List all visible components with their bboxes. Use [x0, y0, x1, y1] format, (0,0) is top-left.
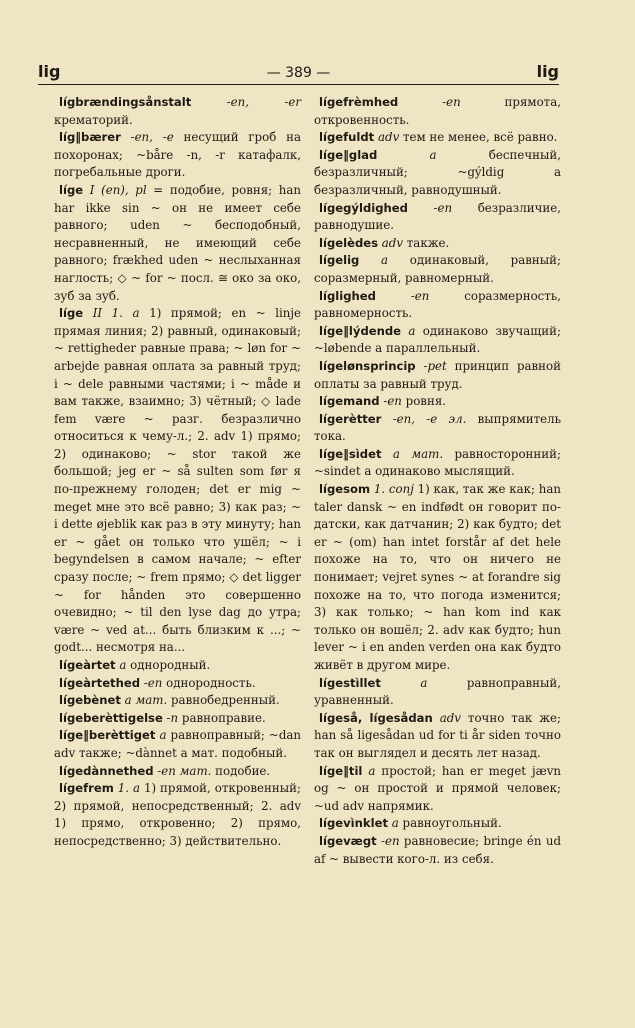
- dictionary-entry: [54, 94, 301, 129]
- entry-grammar: 1. conj: [370, 482, 414, 497]
- dictionary-entry: [314, 411, 561, 446]
- entry-definition: равнобедренный.: [167, 693, 280, 708]
- entry-grammar: a мат.: [120, 693, 168, 708]
- header-right-headword: lig: [536, 62, 559, 81]
- entry-grammar: a: [115, 658, 127, 672]
- entry-definition: выпрямитель тока.: [314, 411, 561, 444]
- entry-definition: равноугольный.: [398, 816, 502, 831]
- entry-grammar: a: [388, 816, 399, 831]
- entry-definition: равноправие.: [178, 710, 266, 725]
- entry-definition: безразличие, равнодушие.: [314, 200, 561, 233]
- entry-headword: lígefuldt: [319, 130, 375, 145]
- entry-definition: также.: [403, 235, 450, 250]
- entry-headword: lígebènet: [59, 693, 121, 708]
- entry-headword: lígerètter: [319, 411, 382, 426]
- entry-definition: однородный.: [126, 658, 211, 672]
- entry-headword: lígeàrtethed: [59, 675, 141, 690]
- entry-headword: lígesom: [319, 482, 371, 497]
- dictionary-entry: [54, 675, 301, 693]
- entry-headword: líge‖berèttiget: [59, 728, 156, 743]
- entry-headword: líge: [59, 182, 84, 197]
- entry-grammar: -pet: [415, 358, 447, 373]
- dictionary-entry: [314, 675, 561, 710]
- page-number: — 389 —: [266, 65, 331, 81]
- entry-definition: тем не менее, всё равно.: [399, 130, 558, 145]
- entry-headword: lígevægt: [319, 833, 377, 848]
- page-header: [38, 58, 559, 85]
- dictionary-entry: [314, 833, 561, 868]
- entry-headword: lígelig: [319, 253, 360, 268]
- entry-headword: líge: [59, 306, 84, 321]
- entry-headword: líg‖bærer: [59, 130, 121, 145]
- dictionary-entry: [314, 235, 561, 253]
- dictionary-entry: [54, 727, 301, 762]
- entry-grammar: -en, -e: [120, 130, 174, 145]
- entry-definition: одинаково звучащий; ~løbende a параллельный.: [314, 323, 561, 356]
- dictionary-entry: [314, 200, 561, 235]
- dictionary-entry: [314, 393, 561, 411]
- entry-grammar: adv: [432, 710, 461, 725]
- entry-definition: 1) прямой, откровенный; 2) прямой, непосредственный; 2. adv 1) прямо, откровенно; 2) прямо, непосредственно; 3) действительно.: [54, 781, 301, 848]
- entry-definition: ровня.: [401, 394, 447, 409]
- entry-headword: lígestìllet: [319, 675, 381, 690]
- entry-headword: líge‖glad: [319, 147, 378, 162]
- entry-grammar: -en, -er: [191, 95, 301, 109]
- entry-grammar: -en: [379, 394, 402, 409]
- entry-headword: líge‖til: [319, 763, 363, 778]
- dictionary-entry: [314, 446, 561, 481]
- dictionary-entry: [314, 763, 561, 816]
- entry-definition: равновесие; bringe én ud af ~ вывести кого-л. из себя.: [314, 833, 561, 866]
- entry-grammar: -en: [140, 675, 163, 690]
- entry-grammar: a: [362, 763, 376, 778]
- dictionary-entry: [54, 182, 301, 305]
- dictionary-entry: [54, 780, 301, 850]
- entry-headword: líge‖sìdet: [319, 446, 382, 461]
- dictionary-entry: [54, 657, 301, 675]
- entry-grammar: a мат.: [381, 446, 444, 461]
- entry-grammar: a: [377, 147, 437, 162]
- entry-definition: принцип равной оплаты за равный труд.: [314, 358, 561, 391]
- dictionary-entry: [54, 710, 301, 728]
- dictionary-entry: [54, 763, 301, 781]
- entry-definition: беспечный, безразличный; ~gýldig a безразличный, равнодушный.: [314, 147, 561, 197]
- entry-definition: 1) прямой; en ~ linje прямая линия; 2) равный, одинаковый; ~ rettigheder равные права; ~ løn for ~ arbejde равная оплата за равный труд; i ~ dele равными частями; i ~ måde и вам также, взаимно; 3) чётный; ◇ lade fem være ~ разг. безразлично относиться к чему-л.; 2. adv 1) прямо; 2) одинаково; ~ stor такой же большой; jeg er ~ så sulten som før я по-прежнему голоден; det er mig ~ meget мне это всё равно; 3) как раз; ~ i dette øjeblik как раз в эту минуту; han er ~ gået он только что ушёл; ~ i begyndelsen в самом начале; ~ efter сразу после; ~ frem прямо; ◇ det ligger ~ for hånden это совершенно очевидно; ~ til den lyse dag до утра; være ~ ved at... быть близким к ...; ~ godt... несмотря на...: [54, 306, 302, 655]
- entry-headword: lígeberèttigelse: [59, 710, 163, 725]
- entry-headword: líge‖lýdende: [319, 323, 402, 338]
- entry-definition: равноправный, уравненный.: [314, 675, 561, 708]
- entry-definition: однородность.: [162, 675, 256, 690]
- entry-grammar: 1. a: [113, 781, 141, 796]
- entry-definition: = подобие, ровня; han har ikke sin ~ он не имеет себе равного; uden ~ бесподобный, несравненный, не имеющий себе равного; frækhed uden ~ неслыханная наглость; ◇ ~ for ~ посл. ≅ око за око, зуб за зуб.: [54, 182, 301, 303]
- right-column: [314, 94, 561, 868]
- entry-headword: lígedànnethed: [59, 763, 154, 778]
- dictionary-entry: [314, 481, 561, 675]
- dictionary-entry: [314, 94, 561, 129]
- left-column: [54, 94, 301, 851]
- entry-grammar: II 1. a: [83, 306, 140, 321]
- dictionary-entry: [314, 252, 561, 287]
- entry-definition: точно так же; han så ligesådan ud for ti år siden точно так он выглядел и десять лет назад.: [314, 710, 562, 760]
- dictionary-entry: [314, 358, 561, 393]
- entry-headword: lígbrændingsånstalt: [59, 95, 192, 109]
- dictionary-entry: [314, 129, 561, 147]
- entry-definition: крематорий.: [54, 112, 133, 127]
- entry-grammar: -n: [162, 710, 179, 725]
- entry-headword: líglighed: [319, 288, 376, 303]
- entry-grammar: -en: [398, 95, 461, 109]
- dictionary-entry: [314, 288, 561, 323]
- header-left-headword: lig: [38, 62, 61, 81]
- entry-grammar: -en, -e эл.: [381, 411, 467, 426]
- dictionary-entry: [314, 815, 561, 833]
- dictionary-entry: [314, 710, 561, 763]
- entry-headword: lígegýldighed: [319, 200, 408, 215]
- entry-grammar: -en мат.: [153, 763, 212, 778]
- dictionary-entry: [314, 323, 561, 358]
- entry-definition: соразмерность, равномерность.: [314, 288, 561, 321]
- dictionary-entry: [314, 147, 561, 200]
- entry-grammar: -en: [407, 200, 453, 215]
- entry-definition: прямота, откровенность.: [314, 95, 561, 127]
- entry-headword: lígevìnklet: [319, 816, 388, 831]
- entry-grammar: a: [359, 253, 389, 268]
- entry-grammar: a: [155, 728, 167, 743]
- entry-headword: lígemand: [319, 394, 380, 409]
- entry-definition: простой; han er meget jævn og ~ он простой и прямой человек; ~ud adv напрямик.: [314, 763, 561, 813]
- entry-grammar: a: [401, 323, 416, 338]
- dictionary-entry: [54, 305, 301, 657]
- dictionary-entry: [54, 692, 301, 710]
- dictionary-entry: [54, 129, 301, 182]
- entry-headword: lígefrem: [59, 781, 114, 796]
- entry-grammar: adv: [378, 235, 404, 250]
- entry-definition: несущий гроб на похоронах; ~båre -n, -r катафалк, погребальные дроги.: [54, 130, 301, 180]
- entry-definition: 1) как, так же как; han taler dansk ~ en indfødt он говорит по-датски, как датчанин; 2) как будто; det er ~ (om) han intet forstår af det hele похоже на то, что он ничего не понимает; vejret synes ~ at forandre sig похоже на то, что погода изменится; 3) как только; ~ han kom ind как только он вошёл; 2. adv как будто; hun lever ~ i en anden verden она как будто живёт в другом мире.: [314, 482, 561, 672]
- entry-headword: lígelèdes: [319, 235, 379, 250]
- entry-definition: подобие.: [211, 763, 271, 778]
- entry-headword: lígelønsprincip: [319, 358, 416, 373]
- entry-grammar: -en: [375, 288, 430, 303]
- entry-headword: lígefrèmhed: [319, 95, 399, 109]
- entry-headword: lígeàrtet: [59, 658, 116, 672]
- entry-grammar: I (en), pl: [83, 182, 147, 197]
- entry-grammar: -en: [376, 833, 400, 848]
- entry-grammar: adv: [374, 130, 400, 145]
- entry-grammar: a: [380, 675, 428, 690]
- entry-definition: равноправный; ~dan adv также; ~dànnet a мат. подобный.: [54, 728, 301, 760]
- entry-headword: lígeså, lígesådan: [319, 710, 433, 725]
- entry-definition: равносторонний; ~sindet a одинаково мыслящий.: [314, 446, 561, 479]
- entry-definition: одинаковый, равный; соразмерный, равномерный.: [314, 253, 561, 285]
